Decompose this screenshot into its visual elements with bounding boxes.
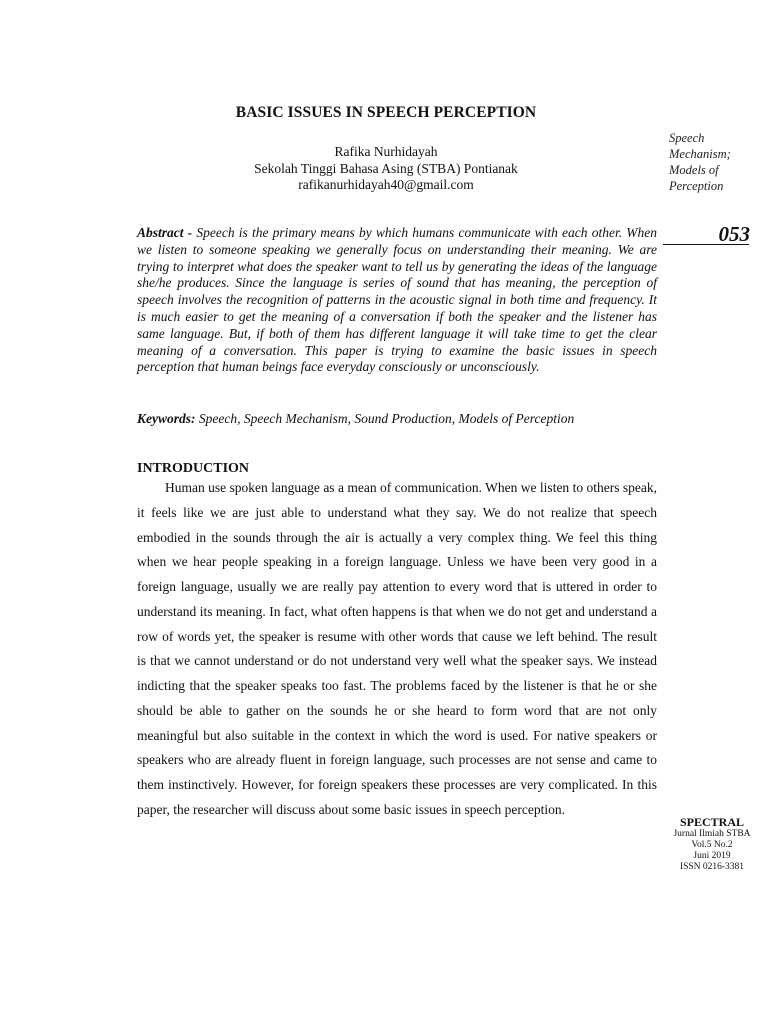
keywords-label: Keywords:: [137, 411, 196, 426]
abstract-text: Speech is the primary means by which humans communicate with each other. When we listen to someone speaking we generally focus on understanding their meaning. We are trying to interpret what does the speaker want to tell us by generating the ideas of the language she/he produces. Since the language is series of sound that has meaning, the perception of speech involves the recognition of patterns in the acoustic signal in both time and frequency. It is much easier to get the meaning of a conversation if both the speaker and the listener has same language. But, if both of them has different language it will take time to get the clear meaning of a conversation. This paper is trying to examine the basic issues in speech perception that human beings face everyday consciously or unconsciously.: [137, 225, 658, 375]
margin-keyword-line: Speech: [669, 131, 705, 145]
paper-title: BASIC ISSUES IN SPEECH PERCEPTION: [235, 104, 537, 121]
margin-keywords: [669, 130, 759, 194]
journal-name: SPECTRAL: [679, 815, 744, 829]
journal-info: [664, 815, 760, 873]
author-block: [137, 144, 635, 194]
journal-volume: Vol.5 No.2: [691, 840, 733, 850]
author-email: rafikanurhidayah40@gmail.com: [298, 177, 474, 192]
journal-date: Juni 2019: [693, 851, 731, 861]
introduction-heading: INTRODUCTION: [137, 461, 250, 476]
keywords-text: Speech, Speech Mechanism, Sound Production, Models of Perception: [198, 411, 575, 426]
keywords: [137, 411, 657, 427]
margin-keyword-line: Models of: [669, 163, 719, 177]
author-affiliation: Sekolah Tinggi Bahasa Asing (STBA) Pontianak: [254, 160, 518, 176]
margin-keyword-line: Perception: [669, 179, 724, 193]
margin-keyword-line: Mechanism;: [669, 147, 731, 161]
introduction-body: Human use spoken language as a mean of communication. When we listen to others speak, it feels like we are just able to understand what they say. We do not realize that speech embodied in the sounds through the air is actually a very complex thing. We feel this thing when we hear people speaking in a foreign language. Unless we have been very good in a foreign language, usually we are really pay attention to every word that is uttered in order to understand its meaning. In fact, what often happens is that when we do not get and understand a row of words yet, the speaker is resume with other words that cause we left behind. The result is that we cannot understand or do not understand very well what the speaker says. We instead indicting that the speaker speaks too fast. The problems faced by the listener is that he or she should be able to gather on the sounds he or she heard to form word that are not only meaningful but also suitable in the context in which the word is used. For native speakers or speakers who are already fluent in foreign language, such processes are not sense and came to them instinctively. However, for foreign speakers these processes are very complicated. In this paper, the researcher will discuss about some basic issues in speech perception.: [137, 480, 657, 817]
journal-issn: ISSN 0216-3381: [679, 862, 745, 872]
author-name: Rafika Nurhidayah: [334, 144, 438, 159]
abstract-label: Abstract -: [137, 225, 193, 240]
journal-subtitle: Jurnal Ilmiah STBA: [673, 829, 751, 839]
abstract: [137, 225, 657, 376]
page-number: 053: [718, 222, 750, 246]
